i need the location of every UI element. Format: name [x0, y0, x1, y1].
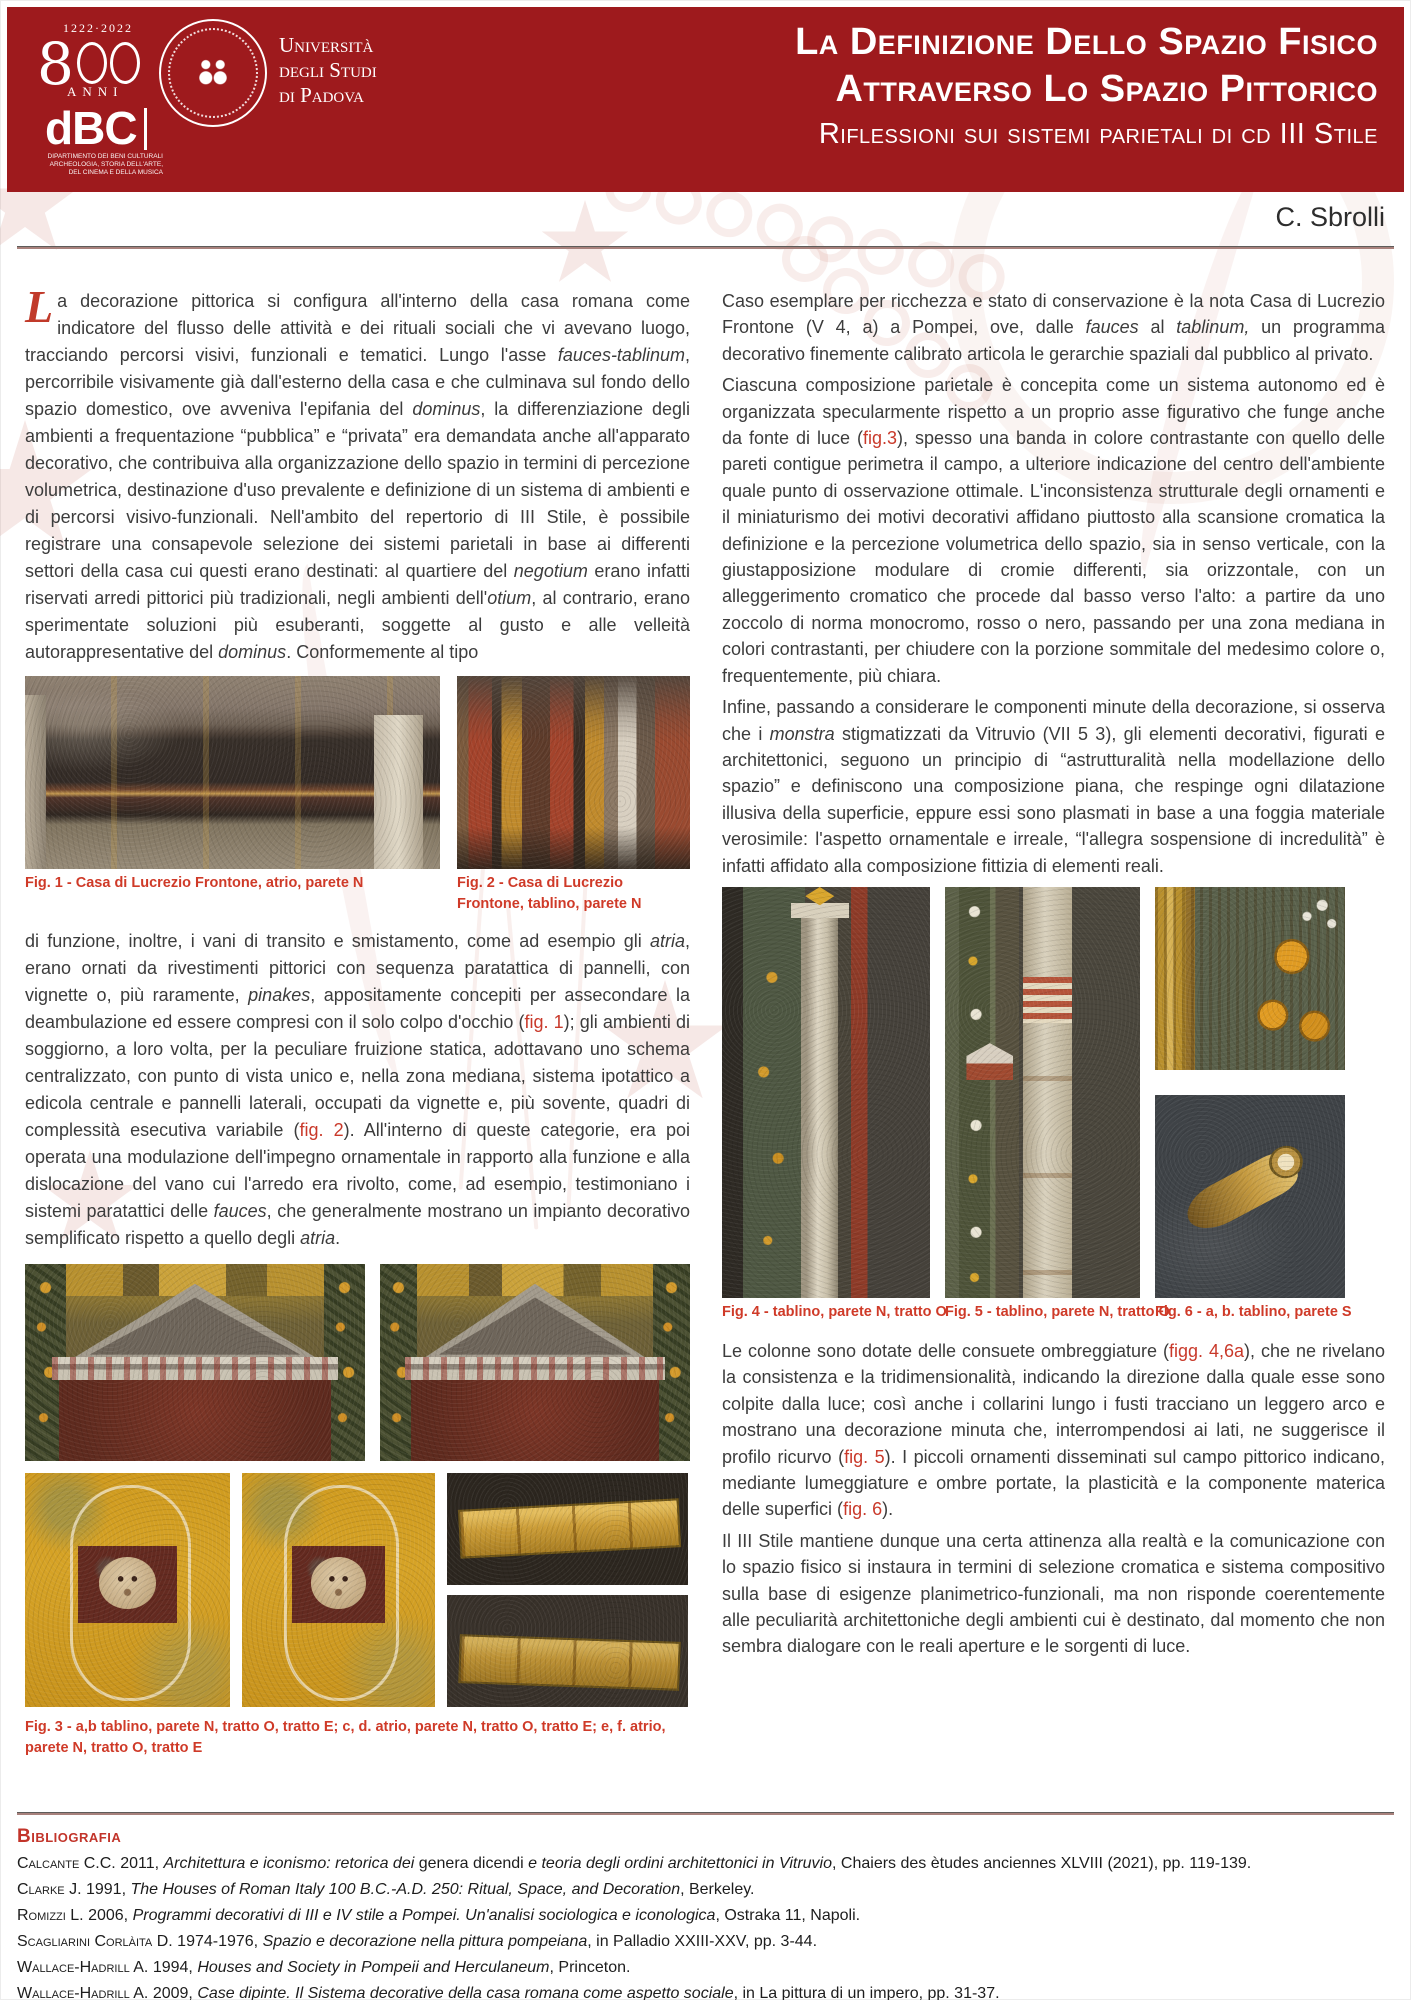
fig6b-photo	[1155, 1095, 1345, 1298]
frieze-band-shape	[458, 1634, 680, 1690]
frieze-band-shape	[458, 1499, 681, 1559]
fig3d-photo	[242, 1473, 435, 1707]
dbc-bar-icon	[144, 108, 147, 150]
red-panel-shape	[411, 1380, 659, 1461]
fig6-caption: Fig. 6 - a, b. tablino, parete S	[1155, 1303, 1352, 1320]
left-column	[25, 281, 691, 1759]
right-paragraph-2: Ciascuna composizione parietale è concepita come un sistema autonomo ed è organizzata specularmente rispetto a un proprio asse figurativo che funge anche da fonte di luce (fig.3), spesso una banda in colore contrastante con quello delle pareti contigue perimetra il campo, a ulteriore indicazione del centro dell'ambiente quale punto di osservazione ottimale. L'inconsistenza strutturale degli ornamenti e il miniaturismo dei motivi decorativi affidano piuttosto alla scansione cromatica la definizione e la percezione volumetrica dello spazio, sia in senso verticale, con la giustapposizione modulare di cromie differenti, sia orizzontale, con un alleggerimento cromatico che procede dal basso verso l'alto: a partire da uno zoccolo di norma monocromo, rosso o nero, passando per una zona mediana in colori contrastanti, per chiudere con la porzione sommitale del medesimo colore o, frequentemente, più chiara.	[722, 375, 1385, 686]
garland-shape	[380, 1264, 417, 1461]
fig5-photo	[945, 887, 1140, 1298]
watermark-star-icon	[540, 200, 630, 290]
fig2-caption: Fig. 2 - Casa di Lucrezio Frontone, tablino, parete N	[457, 875, 642, 912]
bibliography-section	[17, 1812, 1394, 2000]
garland-shape	[324, 1264, 365, 1461]
architecture-shape	[66, 1264, 324, 1296]
unipd-800-anni-logo	[37, 21, 140, 100]
right-column	[722, 288, 1385, 1660]
dbc-department-label: DIPARTIMENTO DEI BENI CULTURALI ARCHEOLOGIA, STORIA DELL'ARTE, DEL CINEMA E DELLA MUSICA	[47, 153, 163, 176]
bibliography-entry: Romizzi L. 2006, Programmi decorativi di III e IV stile a Pompei. Un'analisi sociologica e iconologica, Ostraka 11, Napoli.	[17, 1907, 861, 1924]
bibliography-entry: Calcante C.C. 2011, Architettura e iconismo: retorica dei genera dicendi e teoria degli ordini architettonici in Vitruvio, Chaiers des ètudes anciennes XLVIII (2021), pp. 119-139.	[17, 1855, 1252, 1872]
fig3-row-2	[25, 1473, 690, 1707]
dbc-department-logo	[45, 102, 163, 177]
fig3-frieze-stack	[447, 1473, 688, 1707]
seal-figures-icon	[183, 43, 243, 103]
pediment-shape	[73, 1284, 318, 1359]
university-name-line: degli Studi	[279, 58, 377, 82]
fig3e-photo	[447, 1473, 688, 1585]
fig6a-photo	[1155, 887, 1345, 1070]
mask-panel-shape	[78, 1546, 176, 1623]
fig6-stack	[1155, 887, 1345, 1298]
right-paragraph-1: Caso esemplare per ricchezza e stato di conservazione è la nota Casa di Lucrezio Frontone (V 4, a) a Pompei, ove, dalle fauces al tablinum, un programma decorativo finemente calibrato articola le gerarchie spaziali dal pubblico al privato.	[722, 291, 1385, 364]
cartouche-shape	[70, 1485, 191, 1702]
pediment-inner-shape	[439, 1297, 631, 1354]
bibliography-entry: Wallace-Hadrill A. 2009, Case dipinte. Il Sistema decorative della casa romana come aspetto sociale, in La pittura di un impero, pp. 31-37.	[17, 1985, 1000, 2000]
figure-row-4-5-6	[722, 887, 1385, 1298]
caption-row-4-5-6	[722, 1302, 1385, 1323]
cornucopia-shape	[1179, 1147, 1302, 1238]
logo-anni-label: ANNI	[67, 84, 124, 99]
university-name	[279, 33, 377, 108]
header-band	[7, 7, 1404, 192]
pediment-inner-shape	[90, 1297, 301, 1354]
right-paragraph-4: Le colonne sono dotate delle consuete ombreggiature (figg. 4,6a), che ne rivelano la consistenza e la tridimensionalità, indicando la direzione dalla quale esse sono colpite dalla luce; così anche i collarini lungo i fusti tracciano un leggero arco e mostrano una decorazione minuta che, interrompendosi ai lati, ne suggerisce il profilo ricurvo (fig. 5). I piccoli ornamenti disseminati sul campo pittorico indicano, mediante lumeggiature e ombre portate, la plasticità e la componente materica delle superfici (fig. 6).	[722, 1340, 1385, 1520]
dbc-wordmark	[45, 102, 163, 154]
capital-shape	[791, 903, 849, 917]
aedicula-shape	[966, 1043, 1013, 1080]
bibliography-divider-rule	[17, 1812, 1394, 1815]
entablature-shape	[405, 1357, 665, 1381]
poster-title-line2: Attraverso Lo Spazio Pittorico	[835, 68, 1378, 110]
right-paragraph-5: Il III Stile mantiene dunque una certa attinenza alla realtà e la comunicazione con lo spazio fisico si instaura in termini di selezione cromatica e sistema compositivo sulla base di esigenze planimetrico-funzionali, ma non risponde coerentemente alle peculiarità architettoniche degli ambienti cui è destinato, dal momento che non sembra dialogare con le reali aperture e le sorgenti di luce.	[722, 1530, 1385, 1657]
mask-face-shape	[99, 1557, 156, 1608]
fig3a-photo	[25, 1264, 365, 1461]
fig4-caption: Fig. 4 - tablino, parete N, tratto O	[722, 1303, 947, 1320]
bibliography-heading: Bibliografia	[17, 1826, 122, 1847]
cartouche-shape	[284, 1485, 398, 1702]
university-name-line: Università	[279, 33, 374, 57]
numeral-zero-icon	[110, 42, 140, 84]
numeral-zero-icon	[77, 42, 107, 84]
fig4-photo	[722, 887, 930, 1298]
poster-title-block	[795, 19, 1378, 152]
column-shape	[1023, 887, 1072, 1298]
fig1-pilaster-shape	[25, 695, 46, 869]
fig3-caption: Fig. 3 - a,b tablino, parete N, tratto O, tratto E; c, d. atrio, parete N, tratto O, tratto E; e, f. atrio, parete N, tratto O, tratto E	[25, 1719, 666, 1756]
unipd-seal-icon	[159, 19, 267, 127]
column-shape	[801, 912, 838, 1298]
numeral-eight: 8	[37, 30, 74, 98]
logo-years-label: 1222·2022	[63, 21, 133, 35]
mask-panel-shape	[292, 1546, 385, 1623]
poster-title-line1: La Definizione Dello Spazio Fisico	[795, 21, 1378, 63]
pediment-shape	[423, 1284, 646, 1359]
left-paragraph-2: di funzione, inoltre, i vani di transito e smistamento, come ad esempio gli atria, erano ornati da rivestimenti pittorici con sequenza paratattica di pannelli, con vignette o, più raramente, pinakes, appositamente concepiti per assecondare la deambulazione ed essere compresi con il solo colpo d'occhio (fig. 1); gli ambienti di soggiorno, a loro volta, per la peculiare fruizione statica, adottavano uno schema centralizzato, con punto di vista unico e, nella zona mediana, sistema ipotattico a edicola centrale e pannelli laterali, occupati da vignette e, più sovente, quadri di complessità esecutiva variabile (fig. 2). All'interno di queste categorie, era poi operata una modulazione dell'impegno ornamentale in rapporto alla funzione e alla dislocazione del vano cui l'arredo era rivolto, come, ad esempio, testimoniano i sistemi paratattici delle fauces, che generalmente mostrano un impianto decorativo semplificato rispetto a quello degli atria.	[25, 931, 690, 1248]
right-paragraph-3: Infine, passando a considerare le componenti minute della decorazione, si osserva che i monstra stigmatizzati da Vitruvio (VII 5 3), gli elementi decorativi, figurati e architettonici, seguono un principio di “astrutturalità nella modellazione dello spazio” e definiscono una composizione piana, che respinge ogni dilatazione illusiva della superficie, eppure essi sono plasmati in base a una foggia materiale verosimile: l'aspetto ornamentale e irreale, “l'allegra sospensione di incredulità” è infatti affidato alla composizione fittizia di elementi reali.	[722, 697, 1385, 876]
university-name-line: di Padova	[279, 83, 364, 107]
fig5-caption: Fig. 5 - tablino, parete N, tratto O	[945, 1303, 1170, 1320]
header-divider-rule	[17, 246, 1394, 249]
mask-face-shape	[311, 1557, 365, 1608]
garland-shape	[959, 887, 990, 1298]
cornucopia-mouth-shape	[1264, 1141, 1307, 1183]
architecture-shape	[417, 1264, 653, 1296]
bibliography-entry: Wallace-Hadrill A. 1994, Houses and Society in Pompeii and Herculaneum, Princeton.	[17, 1959, 631, 1976]
left-paragraph-1: La decorazione pittorica si configura all'interno della casa romana come indicatore del flusso delle attività e dei rituali sociali che vi avevano luogo, tracciando percorsi visivi, funzionali e tematici. Lungo l'asse fauces-tablinum, percorribile visivamente già dall'esterno della casa e che culminava sul fondo dello spazio domestico, ove avveniva l'epifania del dominus, la differenziazione degli ambienti a frequentazione “pubblica” e “privata” era demandata anche all'apparato decorativo, che contribuiva alla organizzazione dello spazio in termini di percezione volumetrica, destinazione d'uso prevalente e definizione di un sistema di ambienti e di percorsi visivo-funzionali. Nell'ambito del repertorio di III Stile, è possibile registrare una consapevole selezione dei sistemi parietali in base ai differenti settori della casa cui questi erano destinati: al quartiere del negotium erano infatti riservati arredi pittorici più tradizionali, negli ambienti dell'otium, al contrario, erano sperimentate soluzioni più esuberanti, soggette al gusto e alle velleità autorappresentative del dominus. Conformemente al tipo	[25, 281, 691, 662]
fig3f-photo	[447, 1595, 688, 1707]
entablature-shape	[52, 1357, 338, 1381]
author-name: C. Sbrolli	[1275, 202, 1385, 232]
bibliography-entry: Clarke J. 1991, The Houses of Roman Italy 100 B.C.-A.D. 250: Ritual, Space, and Decoration, Berkeley.	[17, 1881, 755, 1898]
caption-row-1-2	[25, 873, 690, 915]
fig2-photo	[457, 676, 690, 869]
diamond-ornament-shape	[805, 887, 834, 905]
garland-shape	[25, 1264, 66, 1461]
fig1-photo	[25, 676, 440, 869]
collar-ornament-shape	[1023, 977, 1072, 1022]
garland-shape	[653, 1264, 690, 1461]
fig1-caption: Fig. 1 - Casa di Lucrezio Frontone, atrio, parete N	[25, 875, 364, 891]
fig1-doorjamb-shape	[374, 715, 424, 869]
fig3c-photo	[25, 1473, 230, 1707]
bibliography-entry: Scagliarini Corlàita D. 1974-1976, Spazio e decorazione nella pittura pompeiana, in Palladio XXIII-XXV, pp. 3-44.	[17, 1933, 818, 1950]
fig3b-photo	[380, 1264, 690, 1461]
figure-row-1-2	[25, 676, 690, 869]
red-panel-shape	[59, 1380, 331, 1461]
poster-subtitle: Riflessioni sui sistemi parietali di cd III Stile	[818, 118, 1378, 150]
dbc-letters: dBC	[45, 102, 137, 154]
fig3-row-1	[25, 1264, 690, 1461]
